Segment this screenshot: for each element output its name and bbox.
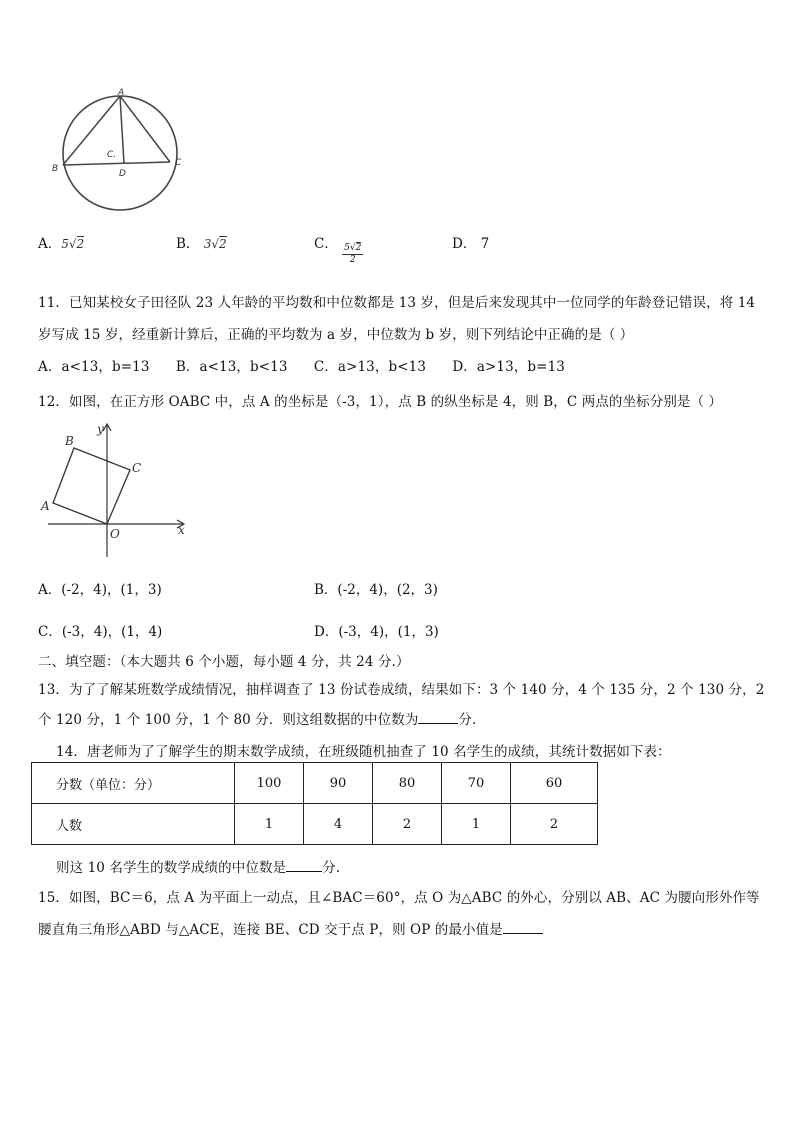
- q15-answer-blank[interactable]: [503, 921, 543, 934]
- q11-line2: 岁写成 15 岁，经重新计算后，正确的平均数为 a 岁，中位数为 b 岁，则下列结论中正确的是（ ）: [38, 327, 634, 343]
- q12-option-a: A．(-2，4)，(1，3): [38, 582, 162, 598]
- section-2-heading: 二、填空题：（本大题共 6 个小题，每小题 4 分，共 24 分.）: [38, 654, 410, 670]
- q14-stem: 14．唐老师为了了解学生的期末数学成绩，在班级随机抽查了 10 名学生的成绩，其统计数据如下表：: [56, 744, 671, 760]
- table-cell: 100: [235, 763, 304, 804]
- label-center: C.: [107, 150, 117, 160]
- option-label: B．: [176, 236, 200, 252]
- label-o: O: [110, 527, 120, 541]
- q14-text: 则这 10 名学生的数学成绩的中位数是: [56, 860, 287, 876]
- denominator: 2: [349, 255, 356, 265]
- table-row-scores: [32, 763, 598, 804]
- q10-option-c: [314, 232, 363, 265]
- q12-stem: 12．如图，在正方形 OABC 中，点 A 的坐标是（-3，1），点 B 的纵坐标是 4，则 B，C 两点的坐标分别是（ ）: [38, 394, 723, 410]
- label-b: B: [52, 164, 59, 174]
- q12-square-figure: [38, 420, 188, 560]
- circumcircle: [63, 96, 177, 210]
- radicand: 2: [219, 237, 227, 251]
- q15-line1: 15．如图，BC＝6，点 A 为平面上一动点，且∠BAC＝60°，点 O 为△ABC 的外心，分别以 AB、AC 为腰向形外作等: [38, 890, 760, 906]
- q14-unit: 分.: [322, 860, 341, 876]
- coef: 5: [61, 237, 69, 251]
- num-radicand: 2: [355, 243, 362, 253]
- table-cell: 60: [511, 763, 598, 804]
- table-cell: 70: [442, 763, 511, 804]
- label-a: A: [41, 499, 50, 513]
- q10-option-a: [38, 232, 84, 252]
- square-oabc: [53, 448, 130, 524]
- q11-line1: 11．已知某校女子田径队 23 人年龄的平均数和中位数都是 13 岁，但是后来发现其中一位同学的年龄登记错误，将 14: [38, 295, 756, 311]
- table-row-counts: [32, 804, 598, 845]
- coef: 3: [203, 237, 212, 251]
- label-y: y: [97, 422, 104, 436]
- table-cell: 2: [373, 804, 442, 845]
- q13-text: 个 120 分，1 个 100 分，1 个 80 分．则这组数据的中位数为: [38, 712, 419, 728]
- altitude-ad: [120, 96, 124, 164]
- side-ac: [120, 96, 170, 162]
- num-coef: 5: [344, 243, 350, 253]
- q12-option-c: C．(-3，4)，(1，4): [38, 624, 163, 640]
- option-a-math: 5√2: [61, 237, 85, 251]
- q14-answer-blank[interactable]: [286, 859, 322, 872]
- option-b-math: 3√2: [203, 237, 227, 251]
- q12-option-d: D．(-3，4)，(1，3): [314, 624, 439, 640]
- label-d: D: [119, 169, 126, 179]
- option-label: C．: [314, 236, 338, 252]
- table-cell: 90: [304, 763, 373, 804]
- q10-circle-figure: [46, 86, 196, 216]
- option-d-value: 7: [480, 236, 490, 252]
- label-c: C: [175, 158, 182, 168]
- table-cell: 80: [373, 763, 442, 804]
- q12-option-b: B．(-2，4)，(2，3): [314, 582, 438, 598]
- q13-line1: 13．为了了解某班数学成绩情况，抽样调查了 13 份试卷成绩，结果如下：3 个 140 分，4 个 135 分，2 个 130 分，2: [38, 682, 765, 698]
- label-b: B: [65, 434, 74, 448]
- table-cell: 1: [442, 804, 511, 845]
- q13-answer-blank[interactable]: [418, 711, 458, 724]
- q10-option-b: [176, 232, 227, 252]
- side-bc: [63, 162, 170, 165]
- table-cell: 4: [304, 804, 373, 845]
- table-header-score: 分数（单位：分）: [32, 763, 235, 804]
- table-header-count: 人数: [32, 804, 235, 845]
- label-c: C: [132, 461, 142, 475]
- q11-options: A．a<13，b=13 B．a<13，b<13 C．a>13，b<13 D．a>13，b=13: [38, 359, 565, 375]
- option-c-fraction: $\frac{5√2}{2}$: [344, 243, 362, 265]
- label-a: A: [118, 88, 125, 98]
- q10-option-d: [452, 232, 489, 252]
- q14-after: [56, 856, 340, 876]
- radicand: 2: [76, 237, 85, 251]
- q13-line2: [38, 708, 476, 728]
- q15-line2: [38, 918, 543, 938]
- option-label: A．: [38, 236, 62, 252]
- q15-text: 腰直角三角形△ABD 与△ACE，连接 BE、CD 交于点 P，则 OP 的最小值是: [38, 922, 503, 938]
- option-label: D．: [452, 236, 477, 252]
- table-cell: 2: [511, 804, 598, 845]
- q13-unit: 分.: [458, 712, 477, 728]
- q14-score-table: [31, 762, 598, 845]
- label-x: x: [178, 523, 185, 537]
- table-cell: 1: [235, 804, 304, 845]
